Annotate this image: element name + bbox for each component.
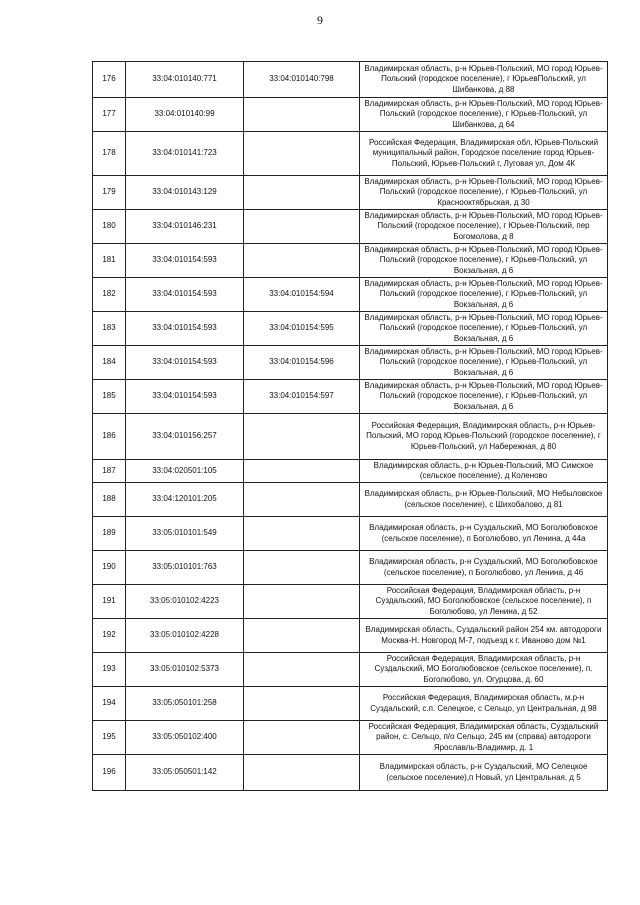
cadastral-number-cell: 33:05:010102:4223: [126, 585, 244, 619]
cadastral-number-cell: 33:05:010102:4228: [126, 619, 244, 653]
table-row: [93, 98, 608, 132]
row-number-cell: 178: [93, 132, 126, 176]
table-row: [93, 380, 608, 414]
building-number-cell: [244, 176, 360, 210]
page-number: 9: [317, 13, 323, 27]
building-number-cell: [244, 483, 360, 517]
building-number-cell: [244, 619, 360, 653]
row-number-cell: 182: [93, 278, 126, 312]
building-number-cell: [244, 585, 360, 619]
table-row: [93, 517, 608, 551]
table-row: [93, 210, 608, 244]
cadastral-number-cell: 33:04:010156:257: [126, 414, 244, 460]
row-number-cell: 180: [93, 210, 126, 244]
table-row: [93, 312, 608, 346]
row-number-cell: 193: [93, 653, 126, 687]
row-number-cell: 190: [93, 551, 126, 585]
cadastral-number-cell: 33:04:120101:205: [126, 483, 244, 517]
table-row: [93, 687, 608, 721]
address-cell: Владимирская область, Суздальский район 254 км. автодороги Москва-Н. Новгород М-7, подъезд к г. Иваново дом №1: [360, 619, 608, 653]
address-cell: Владимирская область, р-н Юрьев-Польский, МО Небыловское (сельское поселение), с Шихобалово, д 81: [360, 483, 608, 517]
cadastral-number-cell: 33:05:050501:142: [126, 755, 244, 791]
cadastral-number-cell: 33:04:010143:129: [126, 176, 244, 210]
address-cell: Владимирская область, р-н Суздальский, МО Боголюбовское (сельское поселение), п Боголюбово, ул Ленина, д 44а: [360, 517, 608, 551]
cadastral-number-cell: 33:04:010140:99: [126, 98, 244, 132]
cadastral-number-cell: 33:04:010140:771: [126, 62, 244, 98]
cadastral-number-cell: 33:04:010154:593: [126, 312, 244, 346]
building-number-cell: 33:04:010154:597: [244, 380, 360, 414]
cadastral-number-cell: 33:04:010154:593: [126, 244, 244, 278]
address-cell: Владимирская область, р-н Юрьев-Польский, МО город Юрьев-Польский (городское поселение), г Юрьев-Польский, ул Вокзальная, д 6: [360, 312, 608, 346]
building-number-cell: 33:04:010154:596: [244, 346, 360, 380]
address-cell: Российская Федерация, Владимирская область, Суздальский район, с. Сельцо, п/о Сельцо, 245 км (справа) автодороги Ярославль-Владимир, д. 1: [360, 721, 608, 755]
row-number-cell: 194: [93, 687, 126, 721]
table-row: [93, 132, 608, 176]
building-number-cell: [244, 460, 360, 483]
building-number-cell: 33:04:010154:594: [244, 278, 360, 312]
cadastral-number-cell: 33:04:010146:231: [126, 210, 244, 244]
cadastral-number-cell: 33:05:010101:763: [126, 551, 244, 585]
address-cell: Российская Федерация, Владимирская область, р-н Юрьев-Польский, МО город Юрьев-Польский (городское поселение), г Юрьев-Польский, ул Набережная, д 80: [360, 414, 608, 460]
building-number-cell: [244, 687, 360, 721]
row-number-cell: 183: [93, 312, 126, 346]
table-row: [93, 176, 608, 210]
address-cell: Владимирская область, р-н Суздальский, МО Селецкое (сельское поселение),п Новый, ул Центральная, д 5: [360, 755, 608, 791]
row-number-cell: 187: [93, 460, 126, 483]
row-number-cell: 191: [93, 585, 126, 619]
address-cell: Владимирская область, р-н Юрьев-Польский, МО город Юрьев-Польский (городское поселение), г Юрьев-Польский, ул Вокзальная, д 6: [360, 380, 608, 414]
row-number-cell: 196: [93, 755, 126, 791]
cadastral-number-cell: 33:05:010102:5373: [126, 653, 244, 687]
row-number-cell: 195: [93, 721, 126, 755]
building-number-cell: [244, 721, 360, 755]
address-cell: Российская Федерация, Владимирская обл, Юрьев-Польский муниципальный район, Городское поселение город Юрьев-Польский, Юрьев-Польский г, Луговая ул, Дом 4К: [360, 132, 608, 176]
row-number-cell: 192: [93, 619, 126, 653]
building-number-cell: 33:04:010154:595: [244, 312, 360, 346]
building-number-cell: 33:04:010140:798: [244, 62, 360, 98]
building-number-cell: [244, 517, 360, 551]
table-row: [93, 244, 608, 278]
row-number-cell: 189: [93, 517, 126, 551]
address-cell: Российская Федерация, Владимирская область, м.р-н Суздальский, с.п. Селецкое, с Сельцо, ул Центральная, д 98: [360, 687, 608, 721]
address-cell: Владимирская область, р-н Юрьев-Польский, МО город Юрьев-Польский (городское поселение), г Юрьев-Польский, ул Краснооктябрьская, д 30: [360, 176, 608, 210]
building-number-cell: [244, 755, 360, 791]
table-row: [93, 619, 608, 653]
row-number-cell: 177: [93, 98, 126, 132]
table-row: [93, 62, 608, 98]
row-number-cell: 184: [93, 346, 126, 380]
row-number-cell: 188: [93, 483, 126, 517]
row-number-cell: 186: [93, 414, 126, 460]
table-row: [93, 414, 608, 460]
cadastral-number-cell: 33:05:050101:258: [126, 687, 244, 721]
address-cell: Владимирская область, р-н Юрьев-Польский, МО город Юрьев-Польский (городское поселение), г Юрьев-Польский, ул Вокзальная, д 6: [360, 244, 608, 278]
address-cell: Владимирская область, р-н Юрьев-Польский, МО город Юрьев-Польский (городское поселение), г Юрьев-Польский, ул Вокзальная, д 6: [360, 278, 608, 312]
table-row: [93, 483, 608, 517]
table-row: [93, 346, 608, 380]
cadastral-number-cell: 33:05:010101:549: [126, 517, 244, 551]
address-cell: Владимирская область, р-н Юрьев-Польский, МО город Юрьев-Польский (городское поселение), г ЮрьевПольский, ул Шибанкова, д 88: [360, 62, 608, 98]
address-cell: Российская Федерация, Владимирская область, р-н Суздальский, МО Боголюбовское (сельское поселение), п. Боголюбово, ул. Огурцова, д. 60: [360, 653, 608, 687]
cadastral-number-cell: 33:04:010154:593: [126, 380, 244, 414]
table-row: [93, 551, 608, 585]
table-row: [93, 721, 608, 755]
building-number-cell: [244, 551, 360, 585]
cadastral-number-cell: 33:04:020501:105: [126, 460, 244, 483]
row-number-cell: 179: [93, 176, 126, 210]
table-row: [93, 460, 608, 483]
address-cell: Владимирская область, р-н Юрьев-Польский, МО город Юрьев-Польский (городское поселение), г Юрьев-Польский, ул Шибанкова, д 64: [360, 98, 608, 132]
cadastral-number-cell: 33:04:010154:593: [126, 346, 244, 380]
registry-table-body: [93, 62, 608, 791]
building-number-cell: [244, 98, 360, 132]
address-cell: Российская Федерация, Владимирская область, р-н Суздальский, МО Боголюбовское (сельское поселение), п Боголюбово, ул Ленина, д 52: [360, 585, 608, 619]
building-number-cell: [244, 132, 360, 176]
table-row: [93, 585, 608, 619]
address-cell: Владимирская область, р-н Юрьев-Польский, МО город Юрьев-Польский (городское поселение), г Юрьев-Польский, ул Вокзальная, д 6: [360, 346, 608, 380]
row-number-cell: 181: [93, 244, 126, 278]
row-number-cell: 176: [93, 62, 126, 98]
building-number-cell: [244, 414, 360, 460]
building-number-cell: [244, 653, 360, 687]
table-row: [93, 755, 608, 791]
building-number-cell: [244, 244, 360, 278]
building-number-cell: [244, 210, 360, 244]
table-row: [93, 653, 608, 687]
table-row: [93, 278, 608, 312]
address-cell: Владимирская область, р-н Суздальский, МО Боголюбовское (сельское поселение), п Боголюбово, ул Ленина, д 46: [360, 551, 608, 585]
address-cell: Владимирская область, р-н Юрьев-Польский, МО Симское (сельское поселение), д Коленово: [360, 460, 608, 483]
address-cell: Владимирская область, р-н Юрьев-Польский, МО город Юрьев-Польский (городское поселение), г Юрьев-Польский, пер Богомолова, д 8: [360, 210, 608, 244]
cadastral-number-cell: 33:05:050102:400: [126, 721, 244, 755]
registry-table: [92, 61, 608, 791]
cadastral-number-cell: 33:04:010141:723: [126, 132, 244, 176]
row-number-cell: 185: [93, 380, 126, 414]
cadastral-number-cell: 33:04:010154:593: [126, 278, 244, 312]
